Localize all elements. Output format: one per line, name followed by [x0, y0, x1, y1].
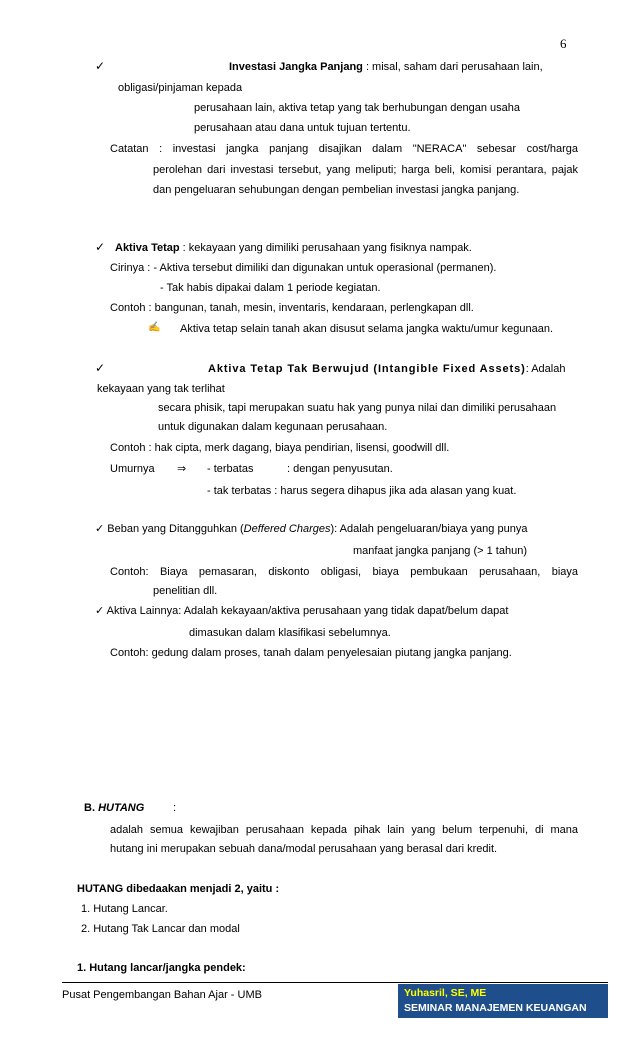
- catatan-line-3: dan pengeluaran sehubungan dengan pembelian investasi jangka panjang.: [153, 184, 520, 196]
- hutang-heading-colon: :: [173, 802, 177, 814]
- footer-publisher: Pusat Pengembangan Bahan Ajar - UMB: [62, 989, 262, 1001]
- investasi-title: Investasi Jangka Panjang: [229, 61, 363, 73]
- beban-italic: Deffered Charges: [243, 523, 331, 535]
- hutang-sub-heading: HUTANG dibedaakan menjadi 2, yaitu :: [77, 883, 280, 895]
- umurnya-label: Umurnya: [110, 463, 155, 475]
- investasi-rest: : misal, saham dari perusahaan lain,: [362, 61, 543, 73]
- aktiva-lainnya-line-2: dimasukan dalam klasifikasi sebelumnya.: [189, 627, 391, 639]
- umurnya-tak-terbatas: - tak terbatas : harus segera dihapus jika ada alasan yang kuat.: [207, 485, 517, 497]
- page-number: 6: [560, 36, 567, 51]
- cirinya-line-1: Cirinya : - Aktiva tersebut dimiliki dan digunakan untuk operasional (permanen).: [110, 262, 497, 274]
- intangible-line-3: secara phisik, tapi merupakan suatu hak yang punya nilai dan dimiliki perusahaan: [158, 402, 557, 414]
- checkmark-icon: ✓: [95, 605, 105, 617]
- checkmark-icon: ✓: [95, 361, 106, 375]
- hutang-definition-line-2: hutang ini merupakan sebuah dana/modal perusahaan yang berasal dari kredit.: [110, 843, 498, 855]
- beban-pre: Beban yang Ditangguhkan (: [107, 523, 244, 535]
- catatan-line-2: perolehan dari investasi tersebut, yang meliputi; harga beli, komisi perantara, pajak: [153, 164, 578, 176]
- hutang-item-1: 1. Hutang Lancar.: [81, 903, 168, 915]
- investasi-line-3: perusahaan lain, aktiva tetap yang tak berhubungan dengan usaha: [194, 102, 520, 114]
- checkmark-icon: ✓: [95, 523, 105, 535]
- intangible-title: Aktiva Tetap Tak Berwujud (Intangible Fixed Assets): [208, 363, 526, 375]
- intangible-contoh: Contoh : hak cipta, merk dagang, biaya pendirian, lisensi, goodwill dll.: [110, 442, 450, 454]
- footer-subject: SEMINAR MANAJEMEN KEUANGAN: [404, 1002, 587, 1014]
- implies-arrow-icon: ⇒: [177, 463, 187, 475]
- footer-divider: [62, 982, 608, 983]
- hutang-heading-word: HUTANG: [98, 802, 145, 814]
- footer-badge: [398, 984, 608, 1018]
- beban-line-1: [95, 522, 527, 536]
- cirinya-line-2: - Tak habis dipakai dalam 1 periode kegiatan.: [160, 282, 381, 294]
- investasi-line-4: perusahaan atau dana untuk tujuan tertentu.: [194, 122, 411, 134]
- footer-author: Yuhasril, SE, ME: [404, 987, 487, 999]
- beban-post: ): Adalah pengeluaran/biaya yang punya: [330, 523, 528, 535]
- intangible-rest: : Adalah: [525, 363, 566, 375]
- hutang-heading: [84, 801, 144, 815]
- umurnya-terbatas-desc: : dengan penyusutan.: [287, 463, 393, 475]
- intangible-line-4: untuk digunakan dalam kegunaan perusahaan.: [158, 421, 388, 433]
- checkmark-icon: ✓: [95, 240, 106, 254]
- pointing-hand-icon: ✍: [148, 322, 161, 333]
- aktiva-tetap-title: Aktiva Tetap: [115, 242, 180, 254]
- hutang-lancar-heading: 1. Hutang lancar/jangka pendek:: [77, 962, 246, 974]
- intangible-line-1: [208, 362, 565, 376]
- aktiva-tetap-line: [115, 241, 472, 255]
- beban-contoh-line-1: Contoh: Biaya pemasaran, diskonto obligasi, biaya pembukaan perusahaan, biaya: [110, 566, 578, 578]
- aktiva-lainnya-text: Aktiva Lainnya: Adalah kekayaan/aktiva perusahaan yang tidak dapat/belum dapat: [106, 605, 509, 617]
- investasi-line-2: obligasi/pinjaman kepada: [118, 82, 243, 94]
- aktiva-tetap-rest: : kekayaan yang dimiliki perusahaan yang fisiknya nampak.: [179, 242, 472, 254]
- beban-contoh-line-2: penelitian dll.: [153, 585, 218, 597]
- hutang-heading-letter: B.: [84, 802, 95, 814]
- intangible-line-2: kekayaan yang tak terlihat: [97, 383, 225, 395]
- aktiva-tetap-contoh: Contoh : bangunan, tanah, mesin, inventaris, kendaraan, perlengkapan dll.: [110, 302, 474, 314]
- umurnya-terbatas: - terbatas: [207, 463, 254, 475]
- beban-line-2: manfaat jangka panjang (> 1 tahun): [353, 545, 527, 557]
- hutang-definition-line-1: adalah semua kewajiban perusahaan kepada pihak lain yang belum terpenuhi, di mana: [110, 824, 578, 836]
- aktiva-lainnya-line-1: [95, 604, 508, 618]
- checkmark-icon: ✓: [95, 59, 106, 73]
- investasi-line-1: [229, 60, 543, 74]
- aktiva-lainnya-contoh: Contoh: gedung dalam proses, tanah dalam penyelesaian piutang jangka panjang.: [110, 647, 512, 659]
- hutang-item-2: 2. Hutang Tak Lancar dan modal: [81, 923, 240, 935]
- aktiva-tetap-note: Aktiva tetap selain tanah akan disusut selama jangka waktu/umur kegunaan.: [180, 323, 554, 335]
- catatan-line-1: Catatan : investasi jangka panjang disajikan dalam "NERACA" sebesar cost/harga: [110, 143, 578, 155]
